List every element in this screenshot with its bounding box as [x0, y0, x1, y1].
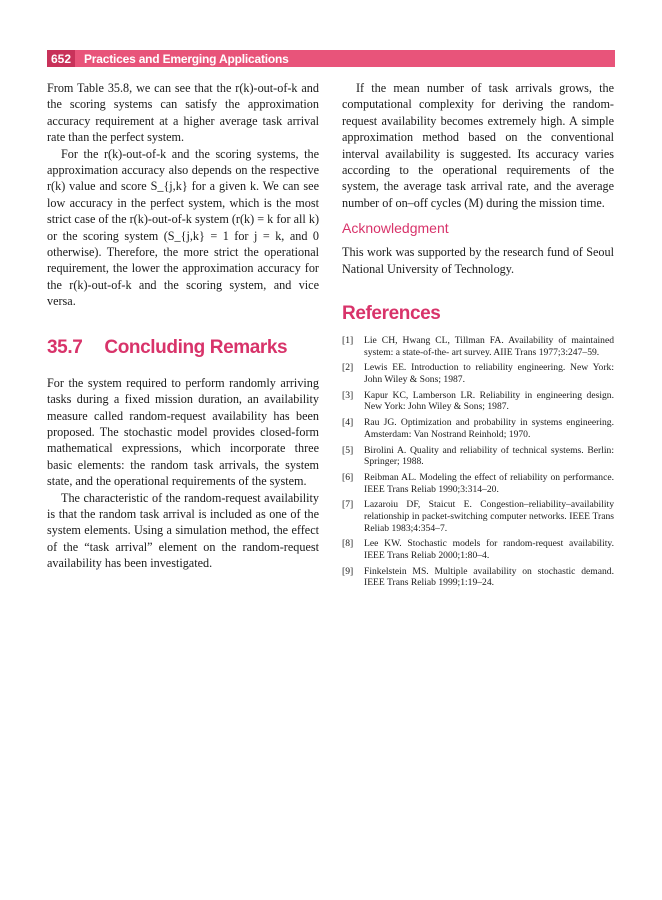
reference-item	[342, 390, 614, 413]
reference-text: Kapur KC, Lamberson LR. Reliability in engineering design. New York: John Wiley & Sons; 1987.	[364, 389, 614, 413]
running-header	[47, 50, 615, 67]
references-heading: References	[342, 303, 441, 325]
reference-number: [2]	[342, 362, 354, 374]
reference-text: Rau JG. Optimization and probability in systems engineering. Amsterdam: Van Nostrand Reinhold; 1970.	[364, 417, 614, 440]
reference-number: [1]	[342, 335, 354, 347]
reference-item	[342, 538, 614, 561]
reference-item	[342, 417, 614, 440]
reference-item	[342, 499, 614, 534]
reference-text: Reibman AL. Modeling the effect of reliability on performance. IEEE Trans Reliab 1990;3:314–20.	[364, 471, 614, 495]
reference-text: Lazaroiu DF, Staicut E. Congestion–reliability–availability relationship in packet-switching computer networks. IEEE Trans Reliab 1983;4:354–7.	[364, 499, 614, 534]
right-column	[342, 80, 614, 593]
paragraph: The characteristic of the random-request availability is that the random task arrival is included as one of the system elements. Using a simulation method, the effect of the “task arrival” element on the random-request availability has been investigated.	[47, 490, 319, 571]
reference-item	[342, 335, 614, 358]
reference-number: [6]	[342, 471, 354, 483]
reference-number: [8]	[342, 538, 354, 550]
reference-list	[342, 335, 614, 589]
section-title: Concluding Remarks	[104, 336, 288, 358]
section-heading	[47, 337, 319, 359]
reference-text: Finkelstein MS. Multiple availability on stochastic demand. IEEE Trans Reliab 1999;1:19–24.	[364, 565, 614, 589]
running-section-title: Practices and Emerging Applications	[84, 51, 289, 66]
section-number: 35.7	[47, 336, 83, 358]
reference-item	[342, 445, 614, 468]
paragraph: From Table 35.8, we can see that the r(k)-out-of-k and the scoring systems can satisfy the approximation accuracy requirement at a higher average task arrival rate than the perfect system.	[47, 81, 319, 145]
paragraph: For the system required to perform randomly arriving tasks during a fixed mission duration, an availability measure called random-request availability has been proposed. The stochastic model provides closed-form mathematical expressions, which incorporate three basic elements: the random task arrivals, the system state, and the operational requirements of the system.	[47, 375, 319, 489]
reference-number: [7]	[342, 499, 354, 511]
reference-number: [5]	[342, 444, 354, 456]
reference-item	[342, 566, 614, 589]
left-column	[47, 80, 319, 572]
reference-text: Lee KW. Stochastic models for random-request availability. IEEE Trans Reliab 2000;1:80–4.	[364, 538, 614, 561]
acknowledgment-heading: Acknowledgment	[342, 220, 449, 237]
page-number: 652	[47, 50, 75, 67]
reference-text: Lie CH, Hwang CL, Tillman FA. Availability of maintained system: a state-of-the- art survey. AIIE Trans 1977;3:247–59.	[364, 335, 614, 358]
acknowledgment-text: This work was supported by the research fund of Seoul National University of Technology.	[342, 245, 614, 276]
reference-text: Birolini A. Quality and reliability of technical systems. Berlin: Springer; 1988.	[364, 444, 614, 468]
reference-item	[342, 472, 614, 495]
paragraph: If the mean number of task arrivals grows, the computational complexity for deriving the random-request availability becomes extremely high. A simple approximation method based on the conventional interval availability is suggested. Its accuracy varies according to the operational requirements of the system, the average task arrival rate, and the average number of on–off cycles (M) during the mission time.	[342, 81, 614, 210]
reference-text: Lewis EE. Introduction to reliability engineering. New York: John Wiley & Sons; 1987.	[364, 362, 614, 386]
reference-item	[342, 362, 614, 385]
reference-number: [4]	[342, 417, 354, 429]
reference-number: [3]	[342, 389, 354, 401]
reference-number: [9]	[342, 565, 354, 577]
paragraph: For the r(k)-out-of-k and the scoring systems, the approximation accuracy also depends on the respective r(k) value and score S_{j,k} for a given k. We can see low accuracy in the perfect system, which is the most strict case of the r(k)-out-of-k system (r(k) = k for all k) or the scoring system (S_{j,k} = 1 for j = k, and 0 otherwise). Therefore, the more strict the operational requirement, the lower the approximation accuracy for the r(k)-out-of-k and the scoring system, and vice versa.	[47, 146, 319, 309]
